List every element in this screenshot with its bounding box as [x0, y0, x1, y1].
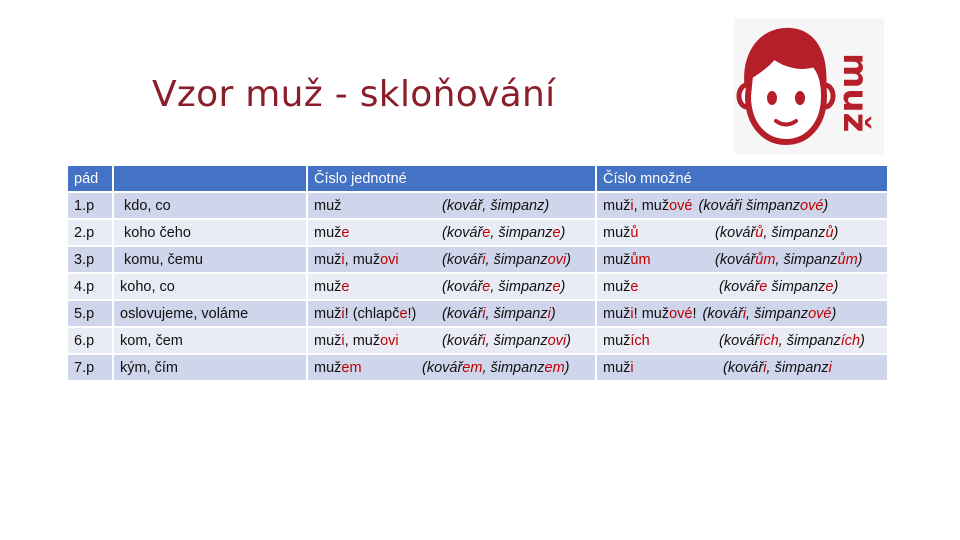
- singular-form: [314, 279, 442, 295]
- text-segment: , šimpanz: [485, 251, 548, 268]
- plural-example: [715, 252, 863, 268]
- case-cell: 7.p: [68, 355, 112, 380]
- ending-highlight: ů: [755, 224, 764, 241]
- text-segment: muž: [603, 332, 631, 349]
- text-segment: ): [560, 224, 566, 241]
- table-row: [68, 247, 887, 272]
- text-segment: ! (chlapč: [344, 305, 400, 322]
- text-segment: muž: [314, 332, 342, 349]
- text-segment: muž: [314, 278, 342, 295]
- singular-cell: [308, 274, 595, 299]
- ending-highlight: em: [544, 359, 565, 376]
- question-cell: koho, co: [114, 274, 306, 299]
- ending-highlight: i: [482, 305, 486, 322]
- plural-example: [719, 333, 865, 349]
- ending-highlight: em: [462, 359, 483, 376]
- singular-form: [314, 198, 442, 214]
- ending-highlight: ů: [630, 224, 639, 241]
- ending-highlight: e: [482, 224, 491, 241]
- text-segment: , šimpanz: [485, 332, 548, 349]
- plural-example: [715, 225, 838, 241]
- plural-form: [603, 279, 719, 295]
- text-segment: , muž: [633, 197, 670, 214]
- ending-highlight: e: [825, 278, 834, 295]
- ending-highlight: e: [341, 278, 350, 295]
- text-segment: muž: [314, 224, 342, 241]
- plural-form: [603, 198, 692, 214]
- question-cell: kým, čím: [114, 355, 306, 380]
- text-segment: , šimpanz: [485, 305, 548, 322]
- text-segment: muž: [314, 197, 342, 214]
- ending-highlight: e: [759, 278, 768, 295]
- ending-highlight: i: [742, 305, 747, 322]
- text-segment: (kovář: [715, 224, 756, 241]
- ending-highlight: i: [341, 332, 345, 349]
- text-segment: (kovář: [442, 278, 483, 295]
- text-segment: muž: [603, 197, 631, 214]
- singular-cell: [308, 193, 595, 218]
- ending-highlight: i: [630, 305, 634, 322]
- text-segment: (kovář: [702, 305, 743, 322]
- page-title: Vzor muž - skloňování: [152, 74, 556, 115]
- ending-highlight: i: [630, 359, 634, 376]
- table-header-row: [68, 166, 887, 191]
- singular-example: [442, 279, 565, 295]
- text-segment: muž: [603, 359, 631, 376]
- ending-highlight: i: [341, 305, 345, 322]
- ending-highlight: e: [552, 224, 561, 241]
- singular-example: [442, 333, 571, 349]
- singular-example: [442, 306, 556, 322]
- ending-highlight: i: [630, 197, 634, 214]
- case-cell: 5.p: [68, 301, 112, 326]
- singular-example: [442, 252, 571, 268]
- text-segment: ): [564, 359, 570, 376]
- header-question: [114, 166, 306, 191]
- table-row: [68, 274, 887, 299]
- plural-example: [698, 198, 828, 214]
- text-segment: (kovář: [719, 332, 760, 349]
- text-segment: , šimpanz: [482, 359, 545, 376]
- text-segment: (kovář: [442, 251, 483, 268]
- ending-highlight: i: [341, 251, 345, 268]
- ending-highlight: e: [552, 278, 561, 295]
- singular-form: [314, 306, 442, 322]
- ending-highlight: ovi: [547, 332, 567, 349]
- text-segment: , muž: [344, 332, 381, 349]
- singular-example: [442, 198, 549, 214]
- header-case: pád: [68, 166, 112, 191]
- text-segment: , šimpanz: [746, 305, 809, 322]
- text-segment: !: [692, 305, 697, 322]
- text-segment: , šimpanz: [775, 251, 838, 268]
- plural-form: [603, 333, 719, 349]
- singular-cell: [308, 220, 595, 245]
- singular-cell: [308, 355, 595, 380]
- plural-cell: [597, 220, 887, 245]
- ending-highlight: ích: [840, 332, 861, 349]
- plural-example: [719, 279, 838, 295]
- plural-example: [703, 306, 837, 322]
- header-plural: Číslo množné: [597, 166, 887, 191]
- declension-table: [66, 164, 889, 382]
- ending-highlight: ů: [825, 224, 834, 241]
- ending-highlight: i: [482, 251, 486, 268]
- plural-cell: [597, 328, 887, 353]
- boy-face-icon: [734, 18, 884, 154]
- singular-form: [314, 360, 422, 376]
- singular-cell: [308, 301, 595, 326]
- text-segment: , šimpanz: [763, 224, 826, 241]
- text-segment: ): [857, 251, 863, 268]
- text-segment: ): [823, 197, 829, 214]
- text-segment: , šimpanz: [766, 359, 829, 376]
- ending-highlight: ovi: [547, 251, 567, 268]
- text-segment: (kovář, šimpanz): [442, 197, 550, 214]
- ending-highlight: ovi: [380, 332, 399, 349]
- table-row: [68, 328, 887, 353]
- text-segment: ): [833, 278, 839, 295]
- text-segment: (kovář: [442, 332, 483, 349]
- table-row: [68, 355, 887, 380]
- text-segment: muž: [603, 224, 631, 241]
- text-segment: !): [407, 305, 417, 322]
- plural-cell: [597, 274, 887, 299]
- case-cell: 6.p: [68, 328, 112, 353]
- text-segment: , muž: [344, 251, 381, 268]
- text-segment: muž: [314, 251, 342, 268]
- plural-form: [603, 360, 723, 376]
- text-segment: muž: [314, 359, 342, 376]
- ending-highlight: i: [763, 359, 767, 376]
- plural-example: [723, 360, 832, 376]
- ending-highlight: ové: [669, 305, 693, 322]
- ending-highlight: ích: [630, 332, 650, 349]
- ending-highlight: ům: [755, 251, 776, 268]
- ending-highlight: e: [630, 278, 639, 295]
- ending-highlight: ům: [837, 251, 858, 268]
- case-cell: 4.p: [68, 274, 112, 299]
- text-segment: ): [560, 278, 566, 295]
- singular-cell: [308, 247, 595, 272]
- singular-form: [314, 333, 442, 349]
- logo-text: muž: [835, 53, 875, 133]
- text-segment: (kovář: [442, 224, 483, 241]
- text-segment: (kovář: [719, 278, 760, 295]
- ending-highlight: e: [482, 278, 491, 295]
- ending-highlight: i: [828, 359, 832, 376]
- ending-highlight: ové: [800, 197, 824, 214]
- text-segment: (kovář: [715, 251, 756, 268]
- plural-cell: [597, 301, 887, 326]
- ending-highlight: i: [547, 305, 551, 322]
- question-cell: oslovujeme, voláme: [114, 301, 306, 326]
- table-row: [68, 220, 887, 245]
- muz-logo: [734, 18, 884, 154]
- case-cell: 3.p: [68, 247, 112, 272]
- plural-cell: [597, 247, 887, 272]
- ending-highlight: ům: [630, 251, 651, 268]
- text-segment: (kovář: [422, 359, 463, 376]
- text-segment: ): [860, 332, 865, 349]
- ending-highlight: ovi: [380, 251, 399, 268]
- header-singular: Číslo jednotné: [308, 166, 595, 191]
- singular-form: [314, 252, 442, 268]
- ending-highlight: ové: [808, 305, 832, 322]
- text-segment: ! muž: [633, 305, 670, 322]
- text-segment: muž: [603, 251, 631, 268]
- plural-cell: [597, 193, 887, 218]
- singular-example: [422, 360, 570, 376]
- text-segment: ): [566, 251, 571, 268]
- ending-highlight: em: [341, 359, 362, 376]
- plural-cell: [597, 355, 887, 380]
- text-segment: ): [566, 332, 571, 349]
- ending-highlight: e: [341, 224, 350, 241]
- ending-highlight: i: [482, 332, 486, 349]
- text-segment: (kovář: [723, 359, 764, 376]
- text-segment: (kovář: [442, 305, 483, 322]
- text-segment: , šimpanz: [490, 278, 553, 295]
- singular-example: [442, 225, 565, 241]
- case-cell: 1.p: [68, 193, 112, 218]
- ending-highlight: ové: [669, 197, 693, 214]
- question-cell: komu, čemu: [114, 247, 306, 272]
- table-row: [68, 193, 887, 218]
- table-row: [68, 301, 887, 326]
- question-cell: koho čeho: [114, 220, 306, 245]
- text-segment: ): [831, 305, 837, 322]
- text-segment: muž: [603, 305, 631, 322]
- text-segment: ): [833, 224, 839, 241]
- case-cell: 2.p: [68, 220, 112, 245]
- question-cell: kdo, co: [114, 193, 306, 218]
- singular-cell: [308, 328, 595, 353]
- singular-form: [314, 225, 442, 241]
- text-segment: muž: [603, 278, 631, 295]
- plural-form: [603, 306, 697, 322]
- plural-form: [603, 225, 715, 241]
- text-segment: , šimpanz: [778, 332, 841, 349]
- ending-highlight: ích: [759, 332, 779, 349]
- question-cell: kom, čem: [114, 328, 306, 353]
- ending-highlight: e: [399, 305, 408, 322]
- text-segment: ): [550, 305, 556, 322]
- text-segment: šimpanz: [767, 278, 826, 295]
- plural-form: [603, 252, 715, 268]
- text-segment: (kováři šimpanz: [698, 197, 801, 214]
- text-segment: , šimpanz: [490, 224, 553, 241]
- text-segment: muž: [314, 305, 342, 322]
